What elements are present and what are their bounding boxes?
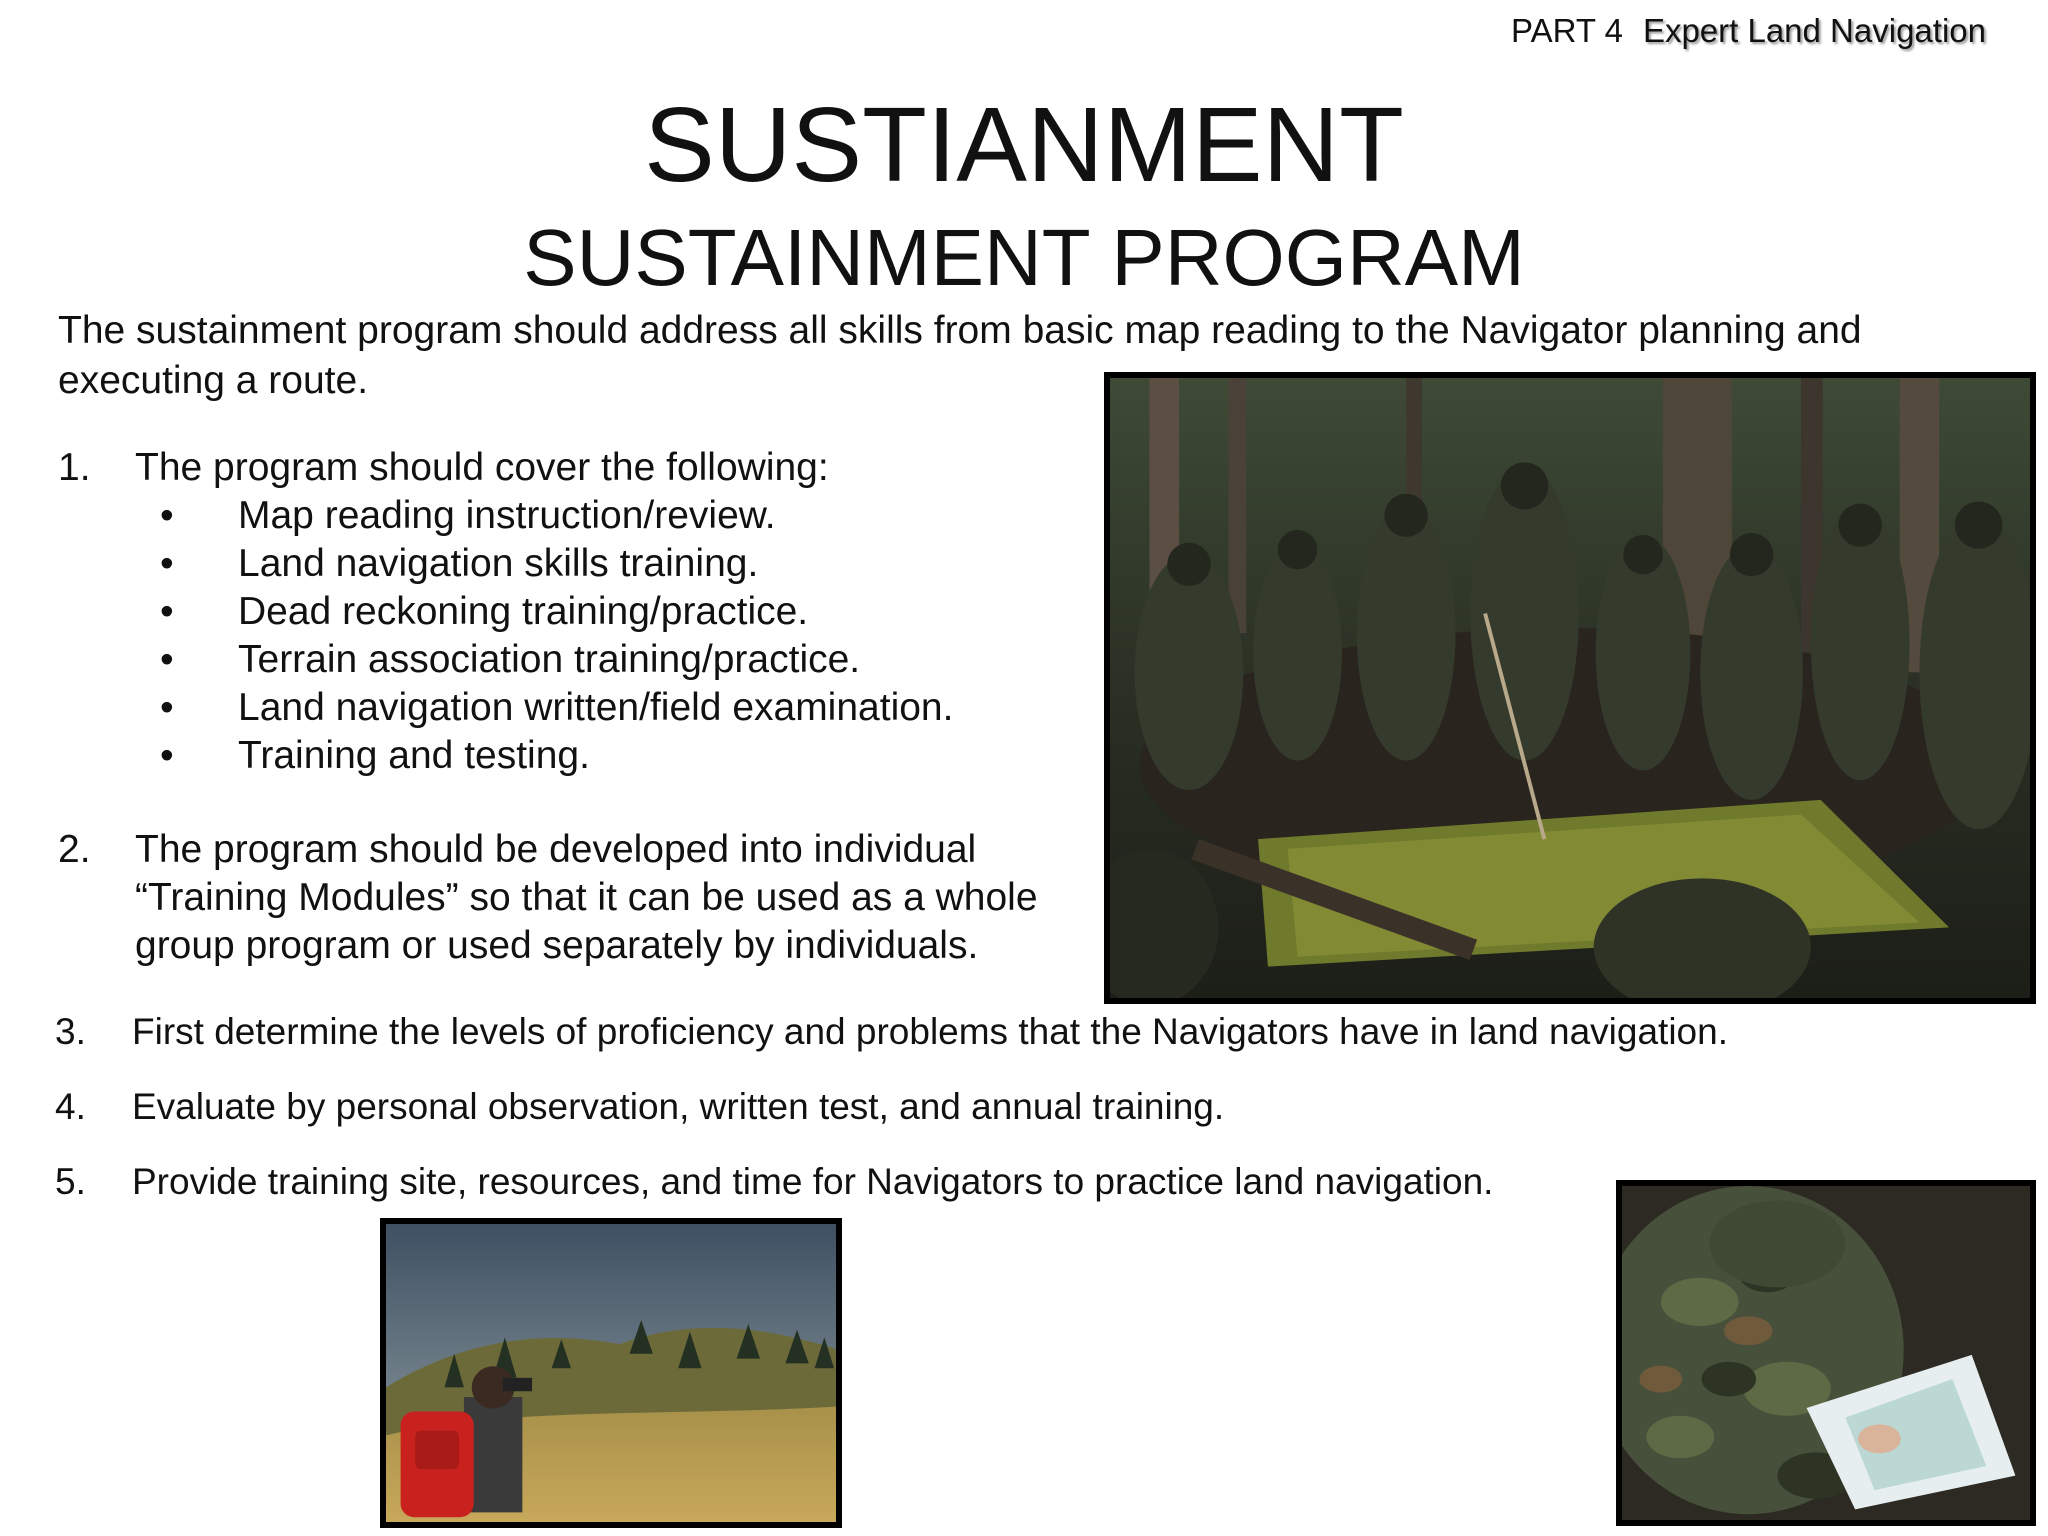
soldier-map-reading-photo (1616, 1180, 2036, 1526)
course-title: Expert Land Navigation (1642, 12, 1986, 49)
bullet-marker: • (160, 686, 174, 729)
bullet-item-dead-reckoning: Dead reckoning training/practice. (238, 590, 809, 633)
bullet-item-land-navigation: Land navigation skills training. (238, 542, 759, 585)
bullet-item-map-reading: Map reading instruction/review. (238, 494, 776, 537)
item-4-number: 4. (55, 1086, 86, 1127)
hiker-binoculars-photo (380, 1218, 842, 1528)
bullet-item-training-testing: Training and testing. (238, 734, 590, 777)
item-3-number: 3. (55, 1011, 86, 1052)
item-2-number: 2. (58, 828, 91, 871)
page-subtitle: SUSTAINMENT PROGRAM (523, 213, 1525, 302)
item-2-line-3: group program or used separately by individuals. (135, 924, 979, 967)
soldiers-terrain-model-photo (1104, 372, 2036, 1004)
bullet-marker: • (160, 494, 174, 537)
bullet-marker: • (160, 638, 174, 681)
item-4-text: Evaluate by personal observation, written test, and annual training. (132, 1086, 1225, 1127)
bullet-marker: • (160, 590, 174, 633)
part-label: PART 4 (1511, 12, 1623, 49)
page-title: SUSTIANMENT (644, 86, 1404, 204)
item-5-number: 5. (55, 1161, 86, 1202)
intro-paragraph: The sustainment program should address all skills from basic map reading to the Navigator planning and executing a route. (58, 309, 1862, 402)
course-header (1511, 12, 1986, 50)
item-2-line-1: The program should be developed into individual (135, 828, 977, 871)
bullet-marker: • (160, 734, 174, 777)
item-2-line-2: “Training Modules” so that it can be used as a whole (135, 876, 1038, 919)
item-5-text: Provide training site, resources, and time for Navigators to practice land navigation. (132, 1161, 1494, 1202)
item-3-text: First determine the levels of proficiency and problems that the Navigators have in land navigation. (132, 1011, 1728, 1052)
item-1-text: The program should cover the following: (135, 446, 829, 489)
bullet-marker: • (160, 542, 174, 585)
bullet-item-terrain-association: Terrain association training/practice. (238, 638, 861, 681)
bullet-item-examination: Land navigation written/field examination. (238, 686, 954, 729)
item-1-number: 1. (58, 446, 91, 489)
